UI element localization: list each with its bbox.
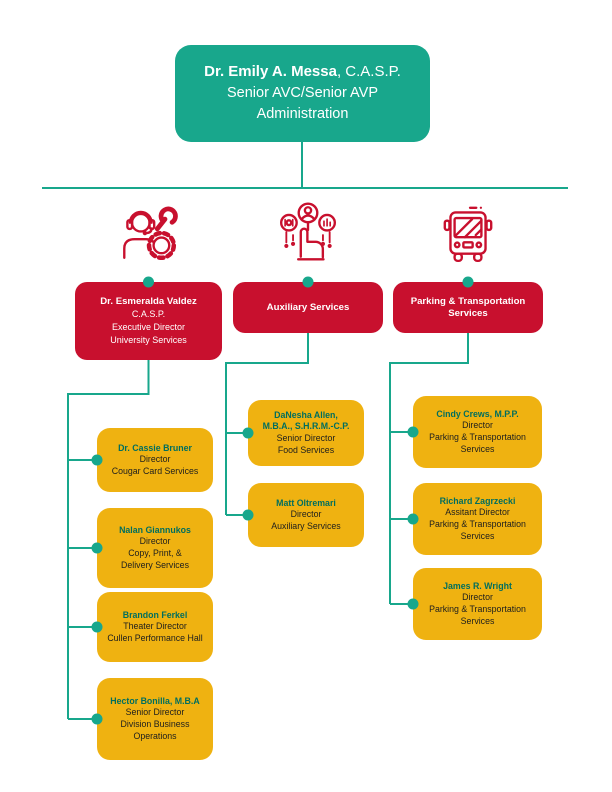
member-unit: Division Business	[120, 719, 190, 729]
member-unit-line2: Services	[460, 615, 495, 626]
org-node-james-wright	[413, 568, 542, 640]
member-unit-line2: Services	[460, 530, 495, 541]
org-node-hector-bonilla	[97, 678, 213, 760]
org-node-nalan-giannukos	[97, 508, 213, 588]
root-credential: , C.A.S.P.	[336, 63, 401, 81]
head-label: Auxiliary Services	[266, 301, 350, 313]
member-unit: Copy, Print, &	[128, 548, 182, 558]
member-name: Hector Bonilla, M.B.A	[110, 695, 200, 706]
bus-icon	[435, 199, 501, 265]
head-label-line1: Parking & Transportation	[410, 295, 526, 307]
member-name: Matt Oltremari	[276, 497, 336, 508]
org-node-parking-transportation	[393, 282, 543, 333]
member-unit: Parking & Transportation	[429, 432, 526, 442]
member-title: Director	[290, 509, 322, 520]
member-title: Director	[462, 420, 493, 431]
root-title: Senior AVC/Senior AVP	[227, 84, 378, 101]
member-name: Cindy Crews, M.P.P.	[436, 408, 519, 419]
member-unit: Cougar Card Services	[111, 465, 199, 476]
org-node-richard-zagrzecki	[413, 483, 542, 555]
member-title: Director	[139, 454, 171, 465]
branch1-stubs	[68, 460, 97, 719]
member-unit: Parking & Transportation	[429, 519, 526, 529]
head-department: University Services	[110, 335, 187, 345]
member-title: Theater Director	[123, 621, 187, 632]
org-node-auxiliary-services	[233, 282, 383, 333]
member-unit-line2: Operations	[133, 730, 177, 741]
member-name: James R. Wright	[443, 580, 512, 591]
org-node-root	[175, 45, 430, 142]
member-name: DaNesha Allen,	[274, 409, 338, 420]
member-title: Senior Director	[276, 433, 336, 443]
member-unit: Auxiliary Services	[271, 520, 341, 531]
root-department: Administration	[256, 106, 349, 123]
head-credential: C.A.S.P.	[131, 309, 166, 319]
member-name: Dr. Cassie Bruner	[118, 442, 192, 453]
member-unit: Cullen Performance Hall	[107, 632, 203, 643]
support-technician-icon	[115, 199, 181, 265]
member-unit: Food Services	[277, 444, 335, 455]
service-selection-hand-icon	[275, 199, 341, 265]
branch3-stubs	[390, 432, 413, 604]
org-node-esmeralda-valdez	[75, 282, 222, 360]
head-name: Dr. Esmeralda Valdez	[100, 296, 197, 307]
org-node-danesha-allen	[248, 400, 364, 466]
head-label-line2: Services	[448, 307, 488, 319]
org-node-brandon-ferkel	[97, 592, 213, 662]
member-title: Director	[139, 536, 171, 547]
member-title: Senior Director	[125, 707, 185, 718]
member-title: Director	[462, 592, 493, 603]
org-node-matt-oltremari	[248, 483, 364, 547]
member-unit-line2: Services	[460, 443, 495, 454]
member-name: Richard Zagrzecki	[439, 495, 516, 506]
root-name: Dr. Emily A. Messa	[204, 63, 337, 81]
org-node-cassie-bruner	[97, 428, 213, 492]
root-name-line	[204, 61, 401, 83]
member-title: Assitant Director	[445, 507, 510, 518]
member-name: Brandon Ferkel	[122, 609, 188, 620]
member-unit: Parking & Transportation	[429, 604, 526, 614]
head-title: Executive Director	[111, 322, 186, 332]
org-node-cindy-crews	[413, 396, 542, 468]
member-credentials: M.B.A., S.H.R.M.-C.P.	[262, 421, 350, 432]
member-name: Nalan Giannukos	[119, 524, 191, 535]
member-unit-line2: Delivery Services	[121, 559, 189, 570]
branch2-stubs	[226, 433, 248, 515]
branch3-spine	[390, 333, 468, 604]
